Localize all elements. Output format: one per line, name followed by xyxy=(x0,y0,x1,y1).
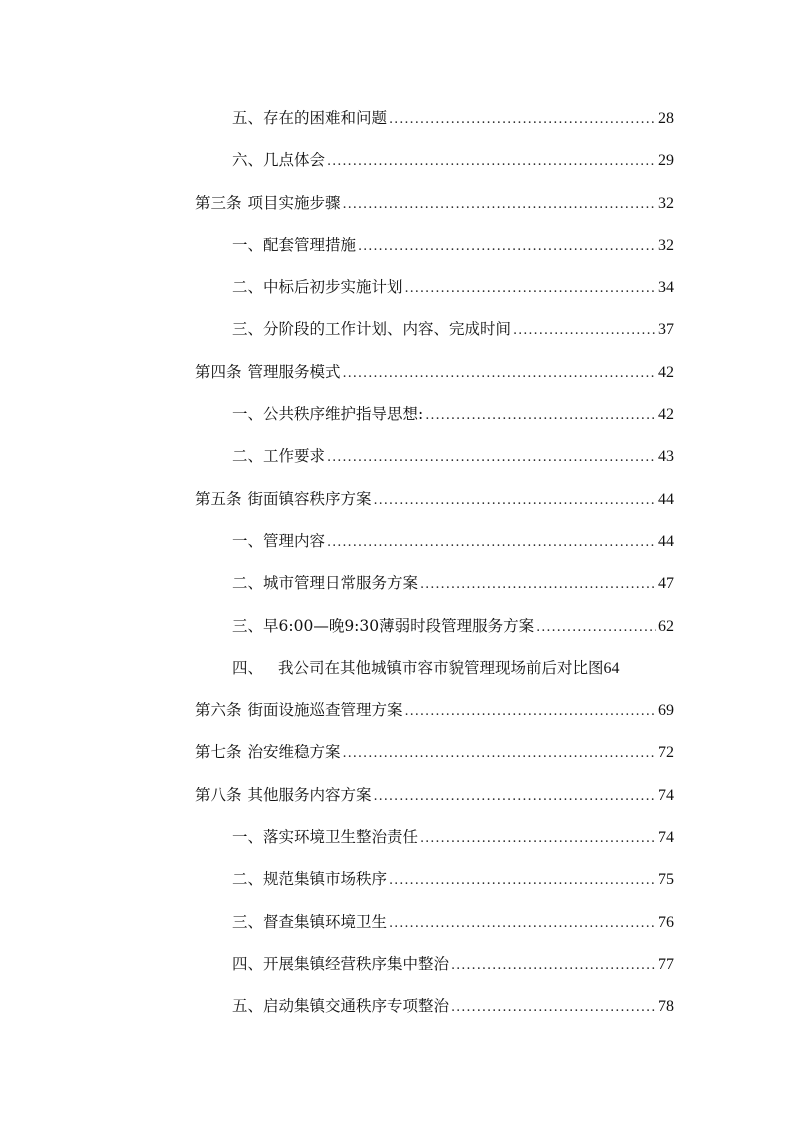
toc-entry-number: 五、 xyxy=(232,109,264,127)
toc-entry-page-number: 64 xyxy=(603,659,620,677)
toc-entry-title: 中标后初步实施计划 xyxy=(263,278,403,297)
table-of-contents xyxy=(195,104,674,1035)
toc-entry-number: 二、 xyxy=(232,870,264,889)
toc-entry[interactable] xyxy=(195,189,674,231)
toc-entry-number: 二、 xyxy=(232,574,264,593)
toc-entry[interactable] xyxy=(195,908,674,950)
toc-entry[interactable] xyxy=(195,569,674,611)
toc-entry-page-number: 32 xyxy=(658,194,674,212)
toc-entry-title: 存在的困难和问题 xyxy=(263,109,388,127)
toc-entry-page-number: 72 xyxy=(658,744,674,762)
toc-entry-page-number: 77 xyxy=(658,955,674,973)
toc-entry-title: 工作要求 xyxy=(263,447,326,466)
toc-entry[interactable] xyxy=(195,231,674,273)
toc-entry[interactable] xyxy=(195,358,674,400)
toc-entry[interactable] xyxy=(195,992,674,1034)
dot-leader xyxy=(358,233,656,261)
toc-entry-title: 治安维稳方案 xyxy=(247,743,341,762)
dot-leader xyxy=(389,106,656,134)
toc-entry-title: 管理服务模式 xyxy=(247,362,341,381)
toc-entry-title: 我公司在其他城镇市容市貌管理现场前后对比图 xyxy=(278,658,604,677)
toc-entry-number: 一、 xyxy=(232,828,264,847)
toc-entry-page-number: 43 xyxy=(658,448,674,466)
toc-entry-number: 四、 xyxy=(232,954,264,973)
toc-entry-page-number: 29 xyxy=(658,152,674,170)
toc-entry-number: 第四条 xyxy=(195,362,242,381)
toc-entry[interactable] xyxy=(195,315,674,357)
toc-entry-page-number: 74 xyxy=(658,786,674,804)
toc-entry[interactable] xyxy=(195,527,674,569)
toc-entry-page-number: 47 xyxy=(658,575,674,593)
toc-entry[interactable] xyxy=(195,865,674,907)
dot-leader xyxy=(451,952,656,980)
toc-entry-page-number: 42 xyxy=(658,406,674,424)
toc-entry-number: 一、 xyxy=(232,531,264,550)
dot-leader xyxy=(451,994,656,1022)
toc-entry-number: 三、 xyxy=(232,912,264,931)
toc-entry-title: 开展集镇经营秩序集中整治 xyxy=(263,954,450,973)
toc-entry-title: 公共秩序维护指导思想: xyxy=(263,405,424,424)
dot-leader xyxy=(374,487,656,515)
toc-entry-title: 落实环境卫生整治责任 xyxy=(263,828,419,847)
toc-entry[interactable] xyxy=(195,781,674,823)
dot-leader xyxy=(343,360,656,388)
dot-leader xyxy=(327,444,656,472)
toc-entry-page-number: 44 xyxy=(658,490,674,508)
toc-entry-number: 第八条 xyxy=(195,785,242,804)
toc-entry-page-number: 32 xyxy=(658,236,674,254)
toc-entry-number: 六、 xyxy=(232,151,264,170)
toc-entry[interactable] xyxy=(195,146,674,188)
toc-entry-title: 几点体会 xyxy=(263,151,326,170)
dot-leader xyxy=(343,740,656,768)
dot-leader xyxy=(389,910,656,938)
toc-entry-title: 启动集镇交通秩序专项整治 xyxy=(263,997,450,1016)
toc-entry[interactable] xyxy=(195,738,674,780)
toc-entry-page-number: 37 xyxy=(658,321,674,339)
toc-entry[interactable] xyxy=(195,442,674,484)
toc-entry-page-number: 28 xyxy=(658,110,674,127)
toc-entry[interactable] xyxy=(195,400,674,442)
toc-entry-title: 城市管理日常服务方案 xyxy=(263,574,419,593)
toc-entry-number: 五、 xyxy=(232,997,264,1016)
toc-entry-number: 一、 xyxy=(232,405,264,424)
toc-entry-page-number: 75 xyxy=(658,871,674,889)
toc-entry[interactable] xyxy=(195,273,674,315)
dot-leader xyxy=(327,529,656,557)
toc-entry-number: 四、 xyxy=(232,658,264,677)
toc-entry-page-number: 34 xyxy=(658,279,674,297)
toc-entry-number: 第三条 xyxy=(195,193,242,212)
dot-leader xyxy=(420,825,656,853)
toc-entry-title: 管理内容 xyxy=(263,531,326,550)
dot-leader xyxy=(420,571,656,599)
toc-entry-page-number: 69 xyxy=(658,702,674,720)
toc-entry-title: 街面镇容秩序方案 xyxy=(247,489,372,508)
toc-entry-number: 第六条 xyxy=(195,701,242,720)
dot-leader xyxy=(536,614,656,642)
toc-entry-title: 项目实施步骤 xyxy=(247,193,341,212)
toc-entry[interactable] xyxy=(195,654,674,696)
toc-entry-title: 其他服务内容方案 xyxy=(247,785,372,804)
dot-leader xyxy=(389,867,656,895)
dot-leader xyxy=(513,317,656,345)
toc-entry-number: 二、 xyxy=(232,278,264,297)
toc-entry-title: 街面设施巡查管理方案 xyxy=(247,701,403,720)
dot-leader xyxy=(343,191,656,219)
toc-entry[interactable] xyxy=(195,485,674,527)
toc-entry-title: 督查集镇环境卫生 xyxy=(263,912,388,931)
toc-entry-page-number: 76 xyxy=(658,913,674,931)
toc-entry-page-number: 62 xyxy=(658,617,674,635)
toc-entry-page-number: 74 xyxy=(658,829,674,847)
dot-leader xyxy=(374,783,656,811)
toc-entry[interactable] xyxy=(195,696,674,738)
toc-entry-title: 规范集镇市场秩序 xyxy=(263,870,388,889)
toc-entry-number: 三、 xyxy=(232,616,264,635)
toc-entry-title: 分阶段的工作计划、内容、完成时间 xyxy=(263,320,512,339)
dot-leader xyxy=(327,148,656,176)
toc-entry[interactable] xyxy=(195,612,674,654)
toc-entry-number: 第七条 xyxy=(195,743,242,762)
toc-entry-number: 第五条 xyxy=(195,489,242,508)
toc-entry-page-number: 44 xyxy=(658,532,674,550)
toc-entry-page-number: 42 xyxy=(658,363,674,381)
toc-entry-title: 早6:00—晚9:30薄弱时段管理服务方案 xyxy=(263,616,535,635)
toc-entry-number: 三、 xyxy=(232,320,264,339)
toc-entry[interactable] xyxy=(195,950,674,992)
toc-entry-number: 二、 xyxy=(232,447,264,466)
dot-leader xyxy=(405,275,656,303)
toc-entry-title: 配套管理措施 xyxy=(263,235,357,254)
toc-entry-number: 一、 xyxy=(232,235,264,254)
toc-entry[interactable] xyxy=(195,104,674,146)
toc-entry-page-number: 78 xyxy=(658,998,674,1016)
dot-leader xyxy=(405,698,656,726)
dot-leader xyxy=(425,402,656,430)
toc-entry[interactable] xyxy=(195,823,674,865)
